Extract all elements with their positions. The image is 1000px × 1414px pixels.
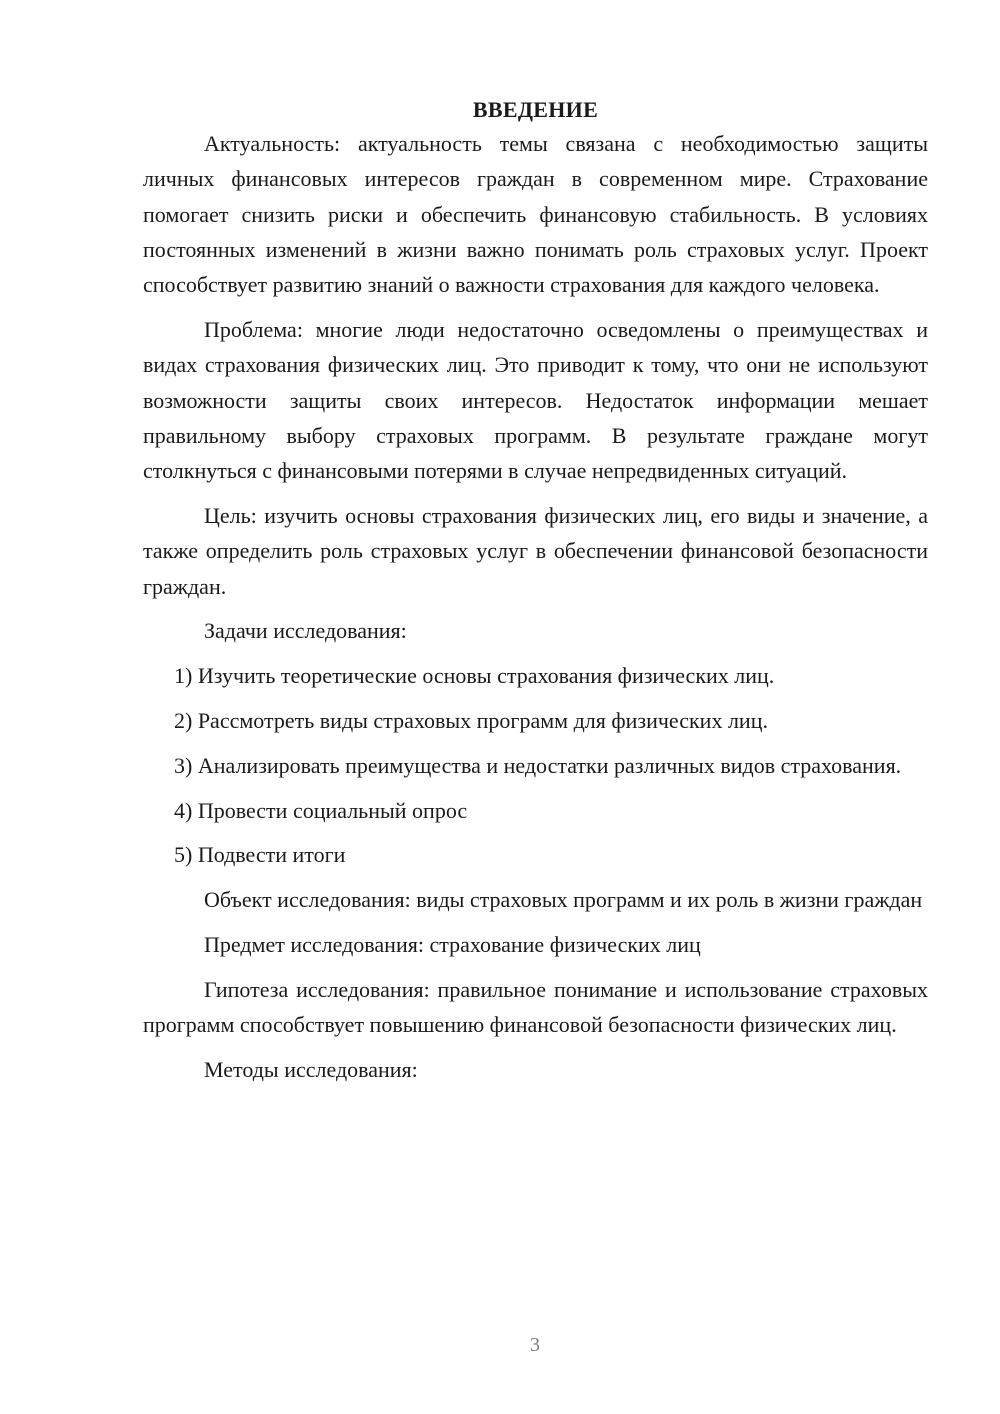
page-number: 3	[530, 1334, 540, 1356]
task-item-5: 5) Подвести итоги	[174, 842, 346, 868]
paragraph-subject: Предмет исследования: страхование физических лиц	[204, 931, 701, 957]
paragraph-methods: Методы исследования:	[204, 1056, 418, 1082]
paragraph-problem: Проблема: многие люди недостаточно осведомлены о преимуществах и видах страхования физических лиц. Это приводит к тому, что они не используют возможности защиты своих интересов. Недостаток информации мешает правильному выбору страховых программ. В результате граждане могут столкнуться с финансовыми потерями в случае непредвиденных ситуаций.	[143, 316, 928, 484]
paragraph-relevance: Актуальность: актуальность темы связана с необходимостью защиты личных финансовых интересов граждан в современном мире. Страхование помогает снизить риски и обеспечить финансовую стабильность. В условиях постоянных изменений в жизни важно понимать роль страховых услуг. Проект способствует развитию знаний о важности страхования для каждого человека.	[143, 131, 928, 298]
paragraph-hypothesis: Гипотеза исследования: правильное понимание и использование страховых программ способствует повышению финансовой безопасности физических лиц.	[143, 976, 928, 1038]
paragraph-goal: Цель: изучить основы страхования физических лиц, его виды и значение, а также определить роль страховых услуг в обеспечении финансовой безопасности граждан.	[143, 502, 928, 599]
task-item-3: 3) Анализировать преимущества и недостатки различных видов страхования.	[174, 752, 902, 778]
document-page	[143, 92, 928, 1097]
task-item-2: 2) Рассмотреть виды страховых программ для физических лиц.	[174, 707, 768, 733]
task-item-1: 1) Изучить теоретические основы страхования физических лиц.	[174, 663, 775, 689]
task-item-4: 4) Провести социальный опрос	[174, 797, 468, 823]
page-title: ВВЕДЕНИЕ	[472, 97, 599, 122]
tasks-title: Задачи исследования:	[204, 618, 407, 644]
paragraph-object: Объект исследования: виды страховых программ и их роль в жизни граждан	[204, 887, 923, 913]
